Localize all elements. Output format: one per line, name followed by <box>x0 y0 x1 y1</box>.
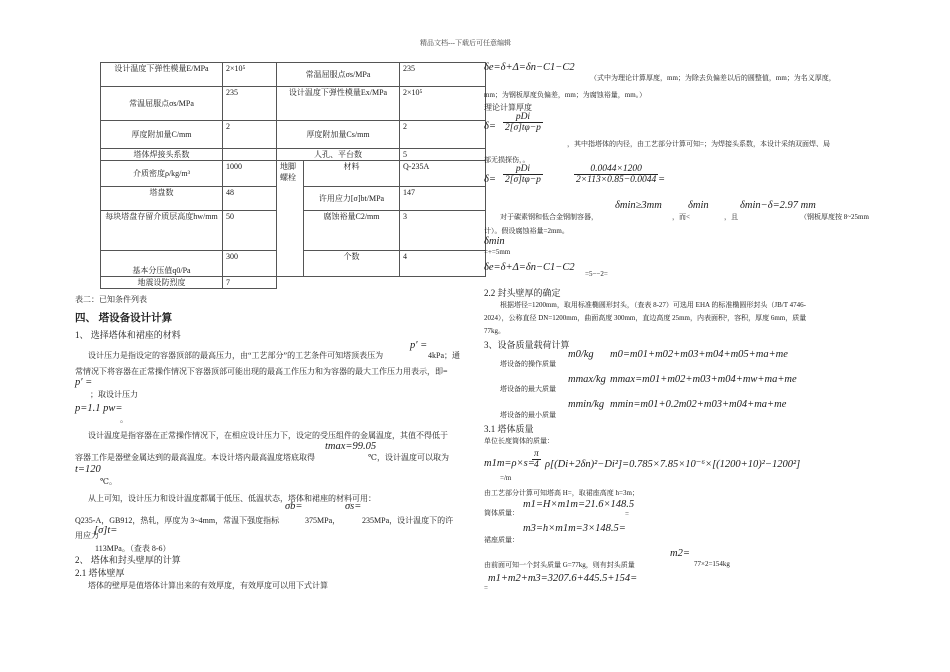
table-cell: 50 <box>223 211 277 251</box>
table-cell: 2 <box>400 121 486 149</box>
equation-m1: m1=H×m1m=21.6×148.5 <box>523 499 635 510</box>
label-shell-mass: 筒体质量： <box>484 509 519 517</box>
table-row <box>101 149 486 161</box>
label-skirt-mass: 裙座质量： <box>484 536 519 544</box>
fraction-numerator: pDi <box>503 112 543 123</box>
text-plate-thickness: （钢板厚度按 8~25mm <box>800 213 869 221</box>
math-mmin: mmin/kg <box>568 399 605 410</box>
table-cell: 147 <box>400 187 486 211</box>
fraction-denominator: 2×113×0.85−0.0044 <box>576 175 657 185</box>
page-header: 精品文档---下载后可任意编辑 <box>420 39 511 47</box>
table-cell: 设计温度下弹性模量E/MPa <box>101 63 223 87</box>
math-m0: m0/kg <box>568 349 594 360</box>
equation-m1m: ρ[(Di+2δn)²−Di²]=0.785×7.85×10⁻⁶×[(1200+10)²−1200²] <box>545 459 801 470</box>
text-head-mass: 由前面可知一个封头质量 G=77kg，则有封头质量 <box>484 561 635 569</box>
math-delta-min: δmin≥3mm <box>615 200 662 211</box>
subheading-shell-mass: 3.1 塔体质量 <box>484 424 534 434</box>
table-cell: 235 <box>223 87 277 121</box>
text-carbon-steel: 对于碳素钢和低合金钢制容器， <box>500 213 598 221</box>
label-min-mass: 塔设备的最小质量 <box>500 411 556 419</box>
parameters-table <box>100 62 486 289</box>
math-p-prime-2: p′ = <box>75 377 93 388</box>
fraction-thickness-values <box>574 164 658 185</box>
para-2d: ℃。 <box>100 477 117 486</box>
equation-effective-thickness-2: δe=δ+Δ=δn−C1−C2 <box>484 262 575 273</box>
table-cell: 2×10⁵ <box>223 63 277 87</box>
math-delta-min-2: δmin <box>688 200 709 211</box>
equation-mmin: mmin=m01+0.2m02+m03+m04+ma+me <box>610 399 787 410</box>
text-and: ，且 <box>724 213 738 221</box>
para-1e: 。 <box>120 415 128 424</box>
para-4c: 235MPa，设计温度下的许 <box>362 516 454 525</box>
math-p-prime: p′ = <box>410 340 428 351</box>
table-cell: Q-235A <box>400 161 486 187</box>
subheading-mass-load: 3、设备质量载荷计算 <box>484 340 570 350</box>
para-head-3: 77kg。 <box>484 327 505 335</box>
text-and-less: ，而< <box>672 213 690 221</box>
text-corrosion: 计）。假设腐蚀裕量=2mm。 <box>484 227 569 235</box>
para-3: 从上可知，设计压力和设计温度都属于低压、低温状态，塔体和裙座的材料可用： <box>88 494 376 503</box>
para-1b: 4kPa；通 <box>428 351 460 360</box>
equation-total-mass: m1+m2+m3=3207.6+445.5+154= <box>488 573 638 584</box>
equation-mmax: mmax=m01+m02+m03+m04+mw+ma+me <box>610 374 797 385</box>
para-1a: 设计压力是指设定的容器顶部的最高压力，由“工艺部分”的工艺条件可知塔顶表压为 <box>88 351 384 360</box>
para-5: 塔体的壁厚是值塔体计算出来的有效厚度，有效厚度可以用下式计算 <box>88 581 328 590</box>
math-tmax: tmax=99.05 <box>325 441 377 452</box>
table-caption: 表二：已知条件列表 <box>75 295 147 304</box>
para-4b: 375MPa， <box>305 516 341 525</box>
para-head-1: 根据塔径=1200mm，取用标准椭圆形封头，（查表 8-27）可选用 EHA 的标准椭圆形封头（JB/T 4746- <box>500 301 806 309</box>
table-cell: 地震设防烈度 <box>101 277 223 289</box>
table-row <box>101 277 486 289</box>
fraction-thickness-formula-2 <box>503 164 543 185</box>
math-delta-min-3: δmin <box>484 236 505 247</box>
math-delta-lhs-2: δ= <box>484 174 496 185</box>
table-cell: 材料 <box>304 161 400 187</box>
table-cell: 基本分压值q0/Pa <box>101 251 223 277</box>
para-4e: 113MPa。（查表 8-6） <box>95 544 171 553</box>
para-2c: ℃，设计温度可以取为 <box>368 453 449 462</box>
math-allowable-stress: [σ]t= <box>94 525 118 536</box>
math-sigma-b: σb= <box>285 501 303 512</box>
text-weld-note-2: 部无损探伤，。 <box>484 156 530 164</box>
subheading-shell-thickness: 2.1 塔体壁厚 <box>75 568 125 578</box>
section-heading-4: 四、 塔设备设计计算 <box>75 313 173 324</box>
math-design-pressure: p=1.1 pw= <box>75 403 123 414</box>
text-tower-height: 由工艺部分计算可知塔高 H=，取裙座高度 h=3m； <box>484 489 639 497</box>
text-unit-per-m: =/m <box>500 474 512 482</box>
math-sigma-s: σs= <box>345 501 362 512</box>
table-cell: 4 <box>400 251 486 277</box>
table-cell: 常温屈服点σs/MPa <box>101 87 223 121</box>
subheading-thickness: 2、 塔体和封头壁厚的计算 <box>75 555 181 565</box>
fraction-denominator: 4 <box>534 460 539 470</box>
math-equals: = <box>658 174 666 185</box>
table-row <box>101 63 486 87</box>
text-equals-2: = <box>484 584 488 592</box>
table-cell: 厚度附加量Cs/mm <box>277 121 400 149</box>
math-design-temp: t=120 <box>75 464 101 475</box>
equation-note-1: （式中为理论计算厚度，mm；为除去负偏差以后的圆整值，mm；为名义厚度， <box>590 74 836 82</box>
table-cell: 人孔、平台数 <box>277 149 400 161</box>
table-cell: 2×10⁵ <box>400 87 486 121</box>
para-1c: 常情况下将容器在正常操作情况下容器顶部可能出现的最高工作压力和为容器的最大工作压力用表示，即= <box>75 367 448 376</box>
table-cell: 5 <box>400 149 486 161</box>
text-weld-note-1: ，其中指塔体的内径，由工艺部分计算可知=；为焊接头系数，本设计采纳双面焊、局 <box>567 140 830 148</box>
fraction-denominator: 2[σ]tφ−p <box>505 123 541 133</box>
table-cell: 每块塔盘存留介质层高度hw/mm <box>101 211 223 251</box>
table-cell: 厚度附加量C/mm <box>101 121 223 149</box>
math-m2: m2= <box>670 548 690 559</box>
label-operating-mass: 塔设备的操作质量 <box>500 360 556 368</box>
fraction-denominator: 2[σ]tφ−p <box>505 175 541 185</box>
table-cell: 许用应力[σ]bt/MPa <box>304 187 400 211</box>
table-cell: 腐蚀裕量C2/mm <box>304 211 400 251</box>
equation-effective-thickness: δe=δ+Δ=δn−C1−C2 <box>484 62 575 73</box>
text-nominal: =+=5mm <box>484 248 511 256</box>
table-cell: 常温屈服点σs/MPa <box>277 63 400 87</box>
text-unit-length-mass: 单位长度筒体的质量： <box>484 437 554 445</box>
table-cell: 个数 <box>304 251 400 277</box>
table-cell: 235 <box>400 63 486 87</box>
para-4a: Q235-A，GB912，热轧，厚度为 3~4mm，常温下强度指标 <box>75 516 280 525</box>
text-head-mass-value: 77×2=154kg <box>694 560 730 568</box>
text-equals: = <box>625 510 629 518</box>
table-row <box>101 161 486 187</box>
table-cell: 7 <box>223 277 277 289</box>
table-cell: 1000 <box>223 161 277 187</box>
table-cell: 3 <box>400 211 486 251</box>
subheading-head-thickness: 2.2 封头壁厚的确定 <box>484 288 561 298</box>
para-2a: 设计温度是指容器在正常操作情况下，在相应设计压力下，设定的受压组件的金属温度，其值不得低于 <box>88 431 448 440</box>
table-cell <box>223 149 277 161</box>
math-m1m: m1m=ρ×s= <box>484 458 535 469</box>
equation-note-2: mm；为钢板厚度负偏差，mm；为腐蚀裕量，mm。） <box>484 91 647 99</box>
text-effective-value: =5−−2= <box>585 270 608 278</box>
para-4d: 用应力 <box>75 531 99 540</box>
table-cell: 塔体焊接头系数 <box>101 149 223 161</box>
para-2b: 容器工作是器壁金属达到的最高温度。本设计塔内最高温度塔底取得 <box>75 453 315 462</box>
table-cell: 塔盘数 <box>101 187 223 211</box>
label-theoretical-thickness: 理论计算厚度 <box>484 103 532 112</box>
para-head-2: 2024），公称直径 DN=1200mm，曲面高度 300mm，直边高度 25mm，内表面积²，容积，厚度 6mm，质量 <box>484 314 807 322</box>
equation-m0: m0=m01+m02+m03+m04+m05+ma+me <box>610 349 788 360</box>
table-row <box>101 87 486 121</box>
table-cell-empty <box>277 277 486 289</box>
subheading-material: 1、 选择塔体和裙座的材料 <box>75 330 181 340</box>
table-cell: 48 <box>223 187 277 211</box>
table-row <box>101 121 486 149</box>
table-cell: 300 <box>223 251 277 277</box>
math-delta-diff: δmin−δ=2.97 mm <box>740 200 816 211</box>
para-1d: ；取设计压力 <box>90 390 138 399</box>
math-mmax: mmax/kg <box>568 374 606 385</box>
table-cell: 介质密度ρ/kg/m³ <box>101 161 223 187</box>
math-delta-lhs: δ= <box>484 121 496 132</box>
table-cell: 设计温度下弹性模量Ex/MPa <box>277 87 400 121</box>
table-cell: 2 <box>223 121 277 149</box>
table-cell-anchor-bolt: 地脚螺栓 <box>277 161 304 277</box>
fraction-numerator: 0.0044×1200 <box>574 164 658 175</box>
label-max-mass: 塔设备的最大质量 <box>500 385 556 393</box>
fraction-thickness-formula <box>503 112 543 133</box>
fraction-numerator: π <box>534 449 539 459</box>
equation-m3: m3=h×m1m=3×148.5= <box>523 523 626 534</box>
fraction-pi-over-4 <box>532 449 541 470</box>
fraction-numerator: pDi <box>503 164 543 175</box>
